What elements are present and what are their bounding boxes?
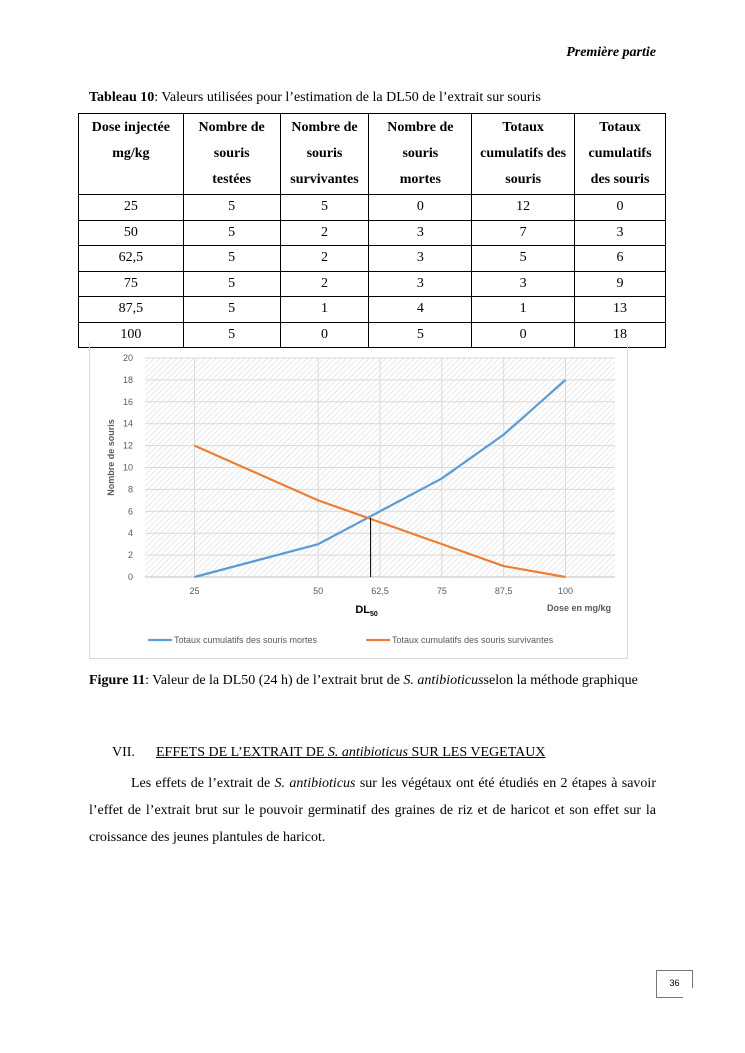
- table-cell: 87,5: [79, 297, 184, 323]
- legend-label-2: Totaux cumulatifs des souris survivantes: [392, 635, 554, 645]
- table-cell: 5: [183, 195, 280, 221]
- table-cell: 5: [472, 246, 575, 272]
- y-tick-label: 12: [122, 440, 133, 451]
- y-tick-label: 6: [127, 506, 133, 517]
- y-tick-label: 16: [122, 396, 133, 407]
- table-cell: 12: [472, 195, 575, 221]
- section-heading: [112, 745, 545, 761]
- column-header: Nombre de souris mortes: [369, 114, 472, 195]
- y-tick-label: 0: [127, 572, 133, 582]
- species-name: S. antibioticus: [403, 673, 484, 688]
- section-number: VII.: [112, 745, 135, 760]
- column-header: Nombre de souris survivantes: [280, 114, 369, 195]
- table-row: [79, 195, 666, 221]
- figure-caption-label: Figure 11: [89, 673, 146, 688]
- table-cell: 3: [369, 220, 472, 246]
- table-cell: 4: [369, 297, 472, 323]
- table-cell: 50: [79, 220, 184, 246]
- table-cell: 5: [183, 297, 280, 323]
- chart-legend: [148, 635, 554, 645]
- x-tick-label: 75: [436, 586, 447, 596]
- y-tick-label: 14: [122, 418, 133, 429]
- table-cell: 9: [575, 271, 666, 297]
- y-tick-label: 2: [127, 550, 133, 561]
- y-tick-label: 20: [122, 353, 133, 363]
- table-cell: 13: [575, 297, 666, 323]
- x-tick-label: 100: [558, 586, 574, 596]
- table-cell: 3: [472, 271, 575, 297]
- table-cell: 5: [280, 195, 369, 221]
- x-axis-ticks: [189, 586, 573, 596]
- table-cell: 2: [280, 220, 369, 246]
- y-axis-ticks: [123, 353, 133, 582]
- table-cell: 5: [183, 246, 280, 272]
- table-cell: 25: [79, 195, 184, 221]
- legend-label-1: Totaux cumulatifs des souris mortes: [174, 635, 318, 645]
- table-cell: 2: [280, 246, 369, 272]
- x-tick-label: 87,5: [494, 586, 513, 596]
- table-caption-text: : Valeurs utilisées pour l’estimation de la DL50 de l’extrait sur souris: [154, 90, 541, 105]
- page-number: 36: [656, 970, 693, 998]
- chart-container: [89, 343, 628, 659]
- table-cell: 6: [575, 246, 666, 272]
- section-title: EFFETS DE L’EXTRAIT DE S. antibioticus SUR LES VEGETAUX: [156, 745, 546, 760]
- table-row: [79, 297, 666, 323]
- table-cell: 0: [575, 195, 666, 221]
- column-header: Dose injectée mg/kg: [79, 114, 184, 195]
- table-cell: 100: [79, 322, 184, 348]
- table-header-row: [79, 114, 666, 195]
- table-cell: 3: [575, 220, 666, 246]
- data-table: [78, 113, 666, 348]
- dl50-label: $DL_{50}$: [355, 604, 378, 618]
- x-tick-label: 50: [313, 586, 324, 596]
- column-header: Totaux cumulatifs des souris: [575, 114, 666, 195]
- body-paragraph: Les effets de l’extrait de S. antibioticus sur les végétaux ont été étudiés en 2 étapes à savoir l’effet de l’extrait brut sur le pouvoir germinatif des graines de riz et de haricot et son effet sur la croissance des jeunes plantules de haricot.: [89, 776, 656, 845]
- table-cell: 3: [369, 271, 472, 297]
- table-cell: 18: [575, 322, 666, 348]
- table-row: [79, 246, 666, 272]
- table-cell: 62,5: [79, 246, 184, 272]
- table-cell: 5: [369, 322, 472, 348]
- x-tick-label: 25: [189, 586, 200, 596]
- x-tick-label: 62,5: [371, 586, 389, 596]
- table-cell: 5: [183, 271, 280, 297]
- y-tick-label: 10: [122, 462, 133, 473]
- table-cell: 0: [369, 195, 472, 221]
- table-row: [79, 271, 666, 297]
- table-cell: 0: [280, 322, 369, 348]
- table-row: [79, 220, 666, 246]
- x-axis-label: Dose en mg/kg: [546, 603, 611, 613]
- column-header: Nombre de souris testées: [183, 114, 280, 195]
- page-header: Première partie: [566, 45, 656, 60]
- table-cell: 5: [183, 322, 280, 348]
- table-cell: 1: [472, 297, 575, 323]
- y-tick-label: 4: [127, 528, 133, 539]
- table-cell: 5: [183, 220, 280, 246]
- figure-caption: Figure 11: Valeur de la DL50 (24 h) de l’extrait brut de S. antibioticusselon la méthode graphique: [89, 673, 638, 688]
- table-cell: 7: [472, 220, 575, 246]
- y-axis-label: Nombre de souris: [106, 419, 116, 496]
- table-cell: 3: [369, 246, 472, 272]
- table-cell: 2: [280, 271, 369, 297]
- y-tick-label: 18: [122, 374, 133, 385]
- table-caption: [89, 90, 541, 106]
- species-name: S. antibioticus: [274, 776, 356, 791]
- table-caption-label: Tableau 10: [89, 90, 155, 105]
- page-corner-fold-icon: [683, 988, 693, 998]
- column-header: Totaux cumulatifs des souris: [472, 114, 575, 195]
- table-cell: 1: [280, 297, 369, 323]
- y-tick-label: 8: [127, 484, 133, 495]
- dl50-chart: [90, 343, 629, 659]
- table-cell: 0: [472, 322, 575, 348]
- table-cell: 75: [79, 271, 184, 297]
